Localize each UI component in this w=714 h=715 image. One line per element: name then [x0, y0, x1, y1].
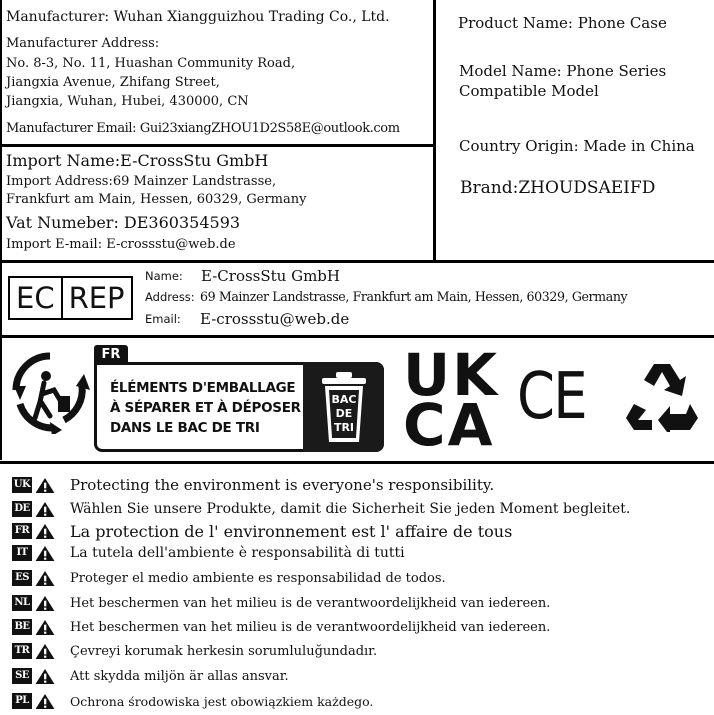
ec-rep-email-label: Email:: [145, 312, 181, 326]
language-code-badge: ES: [12, 570, 32, 586]
manufacturer-address-line: No. 8-3, No. 11, Huashan Community Road,: [6, 56, 296, 71]
importer-name: Import Name:E-CrossStu GmbH: [6, 151, 269, 170]
bin-label: DE: [335, 407, 353, 420]
language-row: [12, 500, 630, 518]
ec-rep-address-label: Address:: [145, 290, 195, 304]
bin-label: TRI: [333, 421, 355, 434]
importer-address-line: Frankfurt am Main, Hessen, 60329, Germany: [6, 192, 307, 207]
warning-triangle-icon: [34, 545, 56, 562]
language-text: Ochrona środowiska jest obowiązkiem każdego.: [70, 693, 374, 709]
language-text: Çevreyi korumak herkesin sorumluluğundadır.: [70, 643, 378, 659]
importer-email: Import E-mail: E-crossstu@web.de: [6, 237, 236, 252]
model-name: Model Name: Phone Series: [459, 62, 667, 80]
warning-triangle-icon: [34, 501, 56, 518]
language-text: La protection de l' environnement est l' affaire de tous: [70, 521, 513, 541]
language-text: La tutela dell'ambiente è responsabilità di tutti: [70, 545, 405, 561]
divider-ecrep-symbols: [0, 335, 714, 338]
vertical-divider-top: [433, 0, 436, 262]
ukca-mark: [403, 341, 503, 459]
manufacturer-email: Manufacturer Email: Gui23xiangZHOU1D2S58E@outlook.com: [6, 121, 400, 136]
language-row: [12, 618, 550, 636]
bin-label: BAC: [331, 393, 357, 406]
language-code-badge: FR: [12, 523, 32, 539]
language-text: Att skydda miljön är allas ansvar.: [70, 668, 289, 684]
language-row: [12, 594, 550, 612]
warning-triangle-icon: [34, 668, 56, 685]
recycle-icon: [624, 360, 700, 432]
language-text: Protecting the environment is everyone's responsibility.: [70, 476, 495, 494]
ec-rep-email-value: E-crossstu@web.de: [200, 310, 350, 328]
language-row: [12, 522, 512, 540]
warning-triangle-icon: [34, 570, 56, 587]
triman-line: DANS LE BAC DE TRI: [110, 420, 260, 436]
triman-line: ÉLÉMENTS D'EMBALLAGE: [110, 380, 296, 396]
ec-rep-mark-rep: REP: [68, 281, 125, 315]
warning-triangle-icon: [34, 477, 56, 494]
language-code-badge: BE: [12, 619, 32, 635]
language-text: Het beschermen van het milieu is de verantwoordelijkheid van iedereen.: [70, 619, 551, 635]
warning-triangle-icon: [34, 693, 56, 710]
language-row: [12, 544, 405, 562]
importer-vat: Vat Numeber: DE360354593: [6, 213, 241, 232]
model-name-compatible: Compatible Model: [459, 82, 599, 100]
language-code-badge: SE: [12, 668, 32, 684]
language-row: [12, 667, 289, 685]
divider-manufacturer-importer: [0, 144, 434, 147]
manufacturer-address-label: Manufacturer Address:: [6, 36, 160, 51]
ec-rep-address-value: 69 Mainzer Landstrasse, Frankfurt am Main, Hessen, 60329, Germany: [200, 289, 628, 304]
ce-mark: CE: [517, 360, 586, 434]
product-name: Product Name: Phone Case: [458, 14, 667, 32]
manufacturer-address-line: Jiangxia Avenue, Zhifang Street,: [6, 75, 220, 90]
language-code-badge: IT: [12, 545, 32, 561]
warning-triangle-icon: [34, 595, 56, 612]
warning-triangle-icon: [34, 619, 56, 636]
language-row: [12, 476, 494, 494]
left-edge: [0, 0, 2, 460]
country-origin: Country Origin: Made in China: [459, 137, 695, 155]
language-code-badge: TR: [12, 643, 32, 659]
ec-rep-mark: [8, 276, 133, 320]
brand: Brand:ZHOUDSAEIFD: [460, 178, 656, 198]
manufacturer-name: Manufacturer: Wuhan Xiangguizhou Trading Co., Ltd.: [6, 9, 390, 25]
language-code-badge: DE: [12, 501, 32, 517]
divider-top-ecrep: [0, 260, 714, 263]
warning-triangle-icon: [34, 523, 56, 540]
fr-badge: FR: [94, 345, 128, 365]
language-code-badge: UK: [12, 477, 32, 493]
person-recycling-icon: [10, 350, 90, 434]
language-code-badge: NL: [12, 595, 32, 611]
ukca-top: UK: [403, 341, 500, 409]
language-text: Proteger el medio ambiente es responsabilidad de todos.: [70, 570, 446, 586]
divider-symbols-languages: [0, 461, 714, 464]
language-row: [12, 642, 377, 660]
ec-rep-name-label: Name:: [145, 269, 183, 283]
ukca-bottom: CA: [403, 391, 495, 459]
language-row: [12, 569, 446, 587]
warning-triangle-icon: [34, 643, 56, 660]
language-code-badge: PL: [12, 693, 32, 709]
language-row: [12, 692, 373, 710]
ec-rep-name-value: E-CrossStu GmbH: [201, 267, 340, 285]
language-text: Het beschermen van het milieu is de verantwoordelijkheid van iedereen.: [70, 595, 551, 611]
ec-rep-mark-ec: EC: [10, 278, 63, 318]
triman-line: À SÉPARER ET À DÉPOSER: [110, 400, 301, 416]
language-text: Wählen Sie unsere Produkte, damit die Sicherheit Sie jeden Moment begleitet.: [70, 501, 631, 517]
manufacturer-address-line: Jiangxia, Wuhan, Hubei, 430000, CN: [6, 94, 249, 109]
importer-address-line: Import Address:69 Mainzer Landstrasse,: [6, 174, 277, 189]
